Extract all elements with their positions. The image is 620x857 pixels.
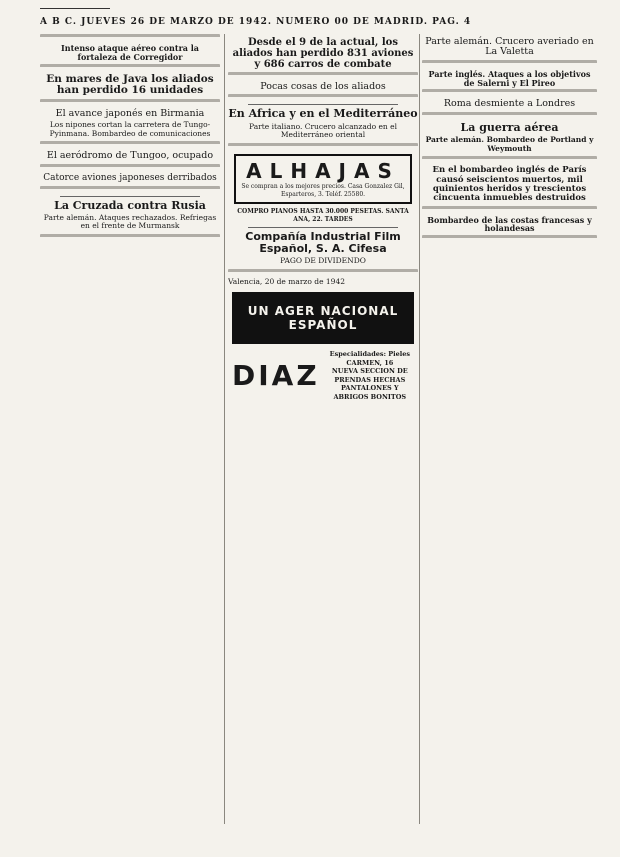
column-2 [228,34,418,824]
column-3 [422,34,597,824]
ad-line: PANTALONES Y ABRIGOS BONITOS [333,384,407,401]
ad-title: ALHAJAS [246,158,400,183]
column-1 [40,34,220,824]
ad-line: CARMEN, 16 [346,358,394,367]
headline: La Cruzada contra Rusia [54,198,206,212]
article-text [40,164,220,171]
article-text [40,141,220,148]
headline: Roma desmiente a Londres [443,98,576,110]
headline: Catorce aviones japoneses derribados [43,172,217,183]
divider [248,227,398,228]
article-text [40,186,220,193]
article-text [422,89,597,96]
ad-jewelry [234,154,412,204]
subheadline: Parte italiano. Crucero alcanzado en el Mediterráneo oriental [248,121,397,140]
headline: Parte alemán. Crucero averiado en La Valetta [425,36,594,58]
article-text [40,64,220,71]
headline: Bombardeo de las costas francesas y holandesas [427,214,592,234]
headline: Desde el 9 de la actual, los aliados han perdido 831 aviones y 686 carros de combate [232,37,414,70]
article-text [422,60,597,67]
article-text [228,94,418,101]
ad-diaz-text [326,350,414,401]
page-header: A B C. JUEVES 26 DE MARZO DE 1942. NUMERO 00 DE MADRID. PAG. 4 [40,17,472,27]
subheadline: Los nipones cortan la carretera de Tungo-Pyinmana. Bombardeo de comunicaciones [49,120,211,138]
ad-diaz-title: DIAZ [232,359,320,393]
divider [248,104,398,105]
ad-pianos: COMPRO PIANOS HASTA 30.000 PESETAS. SANTA ANA, 22. TARDES [237,207,409,223]
article-text [228,269,418,276]
headline: Compañía Industrial Film Español, S. A. Cifesa [245,229,401,255]
subheadline: PAGO DE DIVIDENDO [280,255,366,265]
ad-text: Se compran a los mejores precios. Casa Gonzalez Gil, Esparteros, 3. Teléf. 25580. [241,182,405,198]
top-rule [40,8,110,9]
article-text [40,234,220,241]
article-text [228,72,418,79]
ad-diaz [232,350,414,401]
divider [60,196,200,197]
column-divider [224,34,225,824]
column-divider [419,34,420,824]
ad-line: Especialidades: Pieles [329,350,411,359]
headline: El avance japonés en Birmania [55,107,205,119]
headline: La guerra aérea [460,120,559,134]
article-text [228,143,418,150]
article-text [422,206,597,213]
headline: Pocas cosas de los aliados [260,81,386,92]
article-text [40,99,220,106]
article-text [40,34,220,41]
article-text [422,112,597,119]
subheadline: Parte alemán. Ataques rechazados. Refriegas en el frente de Murmansk [43,212,217,231]
ad-line: NUEVA SECCION DE PRENDAS HECHAS [331,367,408,384]
headline: Parte inglés. Ataques a los objetivos de Salerni y El Pireo [428,68,591,88]
headline: En mares de Java los aliados han perdido 16 unidades [46,72,214,97]
headline: Intenso ataque aéreo contra la fortaleza de Corregidor [61,43,199,62]
signature-line: Valencia, 20 de marzo de 1942 [228,276,345,286]
headline: En Africa y en el Mediterráneo [228,107,418,121]
headline: En el bombardeo inglés de París causó seiscientos muertos, mil quinientos heridos y trescientos cincuenta inmuebles destruidos [432,165,587,204]
article-text [422,235,597,242]
article-text [422,156,597,163]
headline: El aeródromo de Tungoo, ocupado [46,150,214,162]
subheadline: Parte alemán. Bombardeo de Portland y Weymouth [425,135,594,153]
film-ad-banner: UN AGER NACIONAL ESPAÑOL [232,292,414,344]
